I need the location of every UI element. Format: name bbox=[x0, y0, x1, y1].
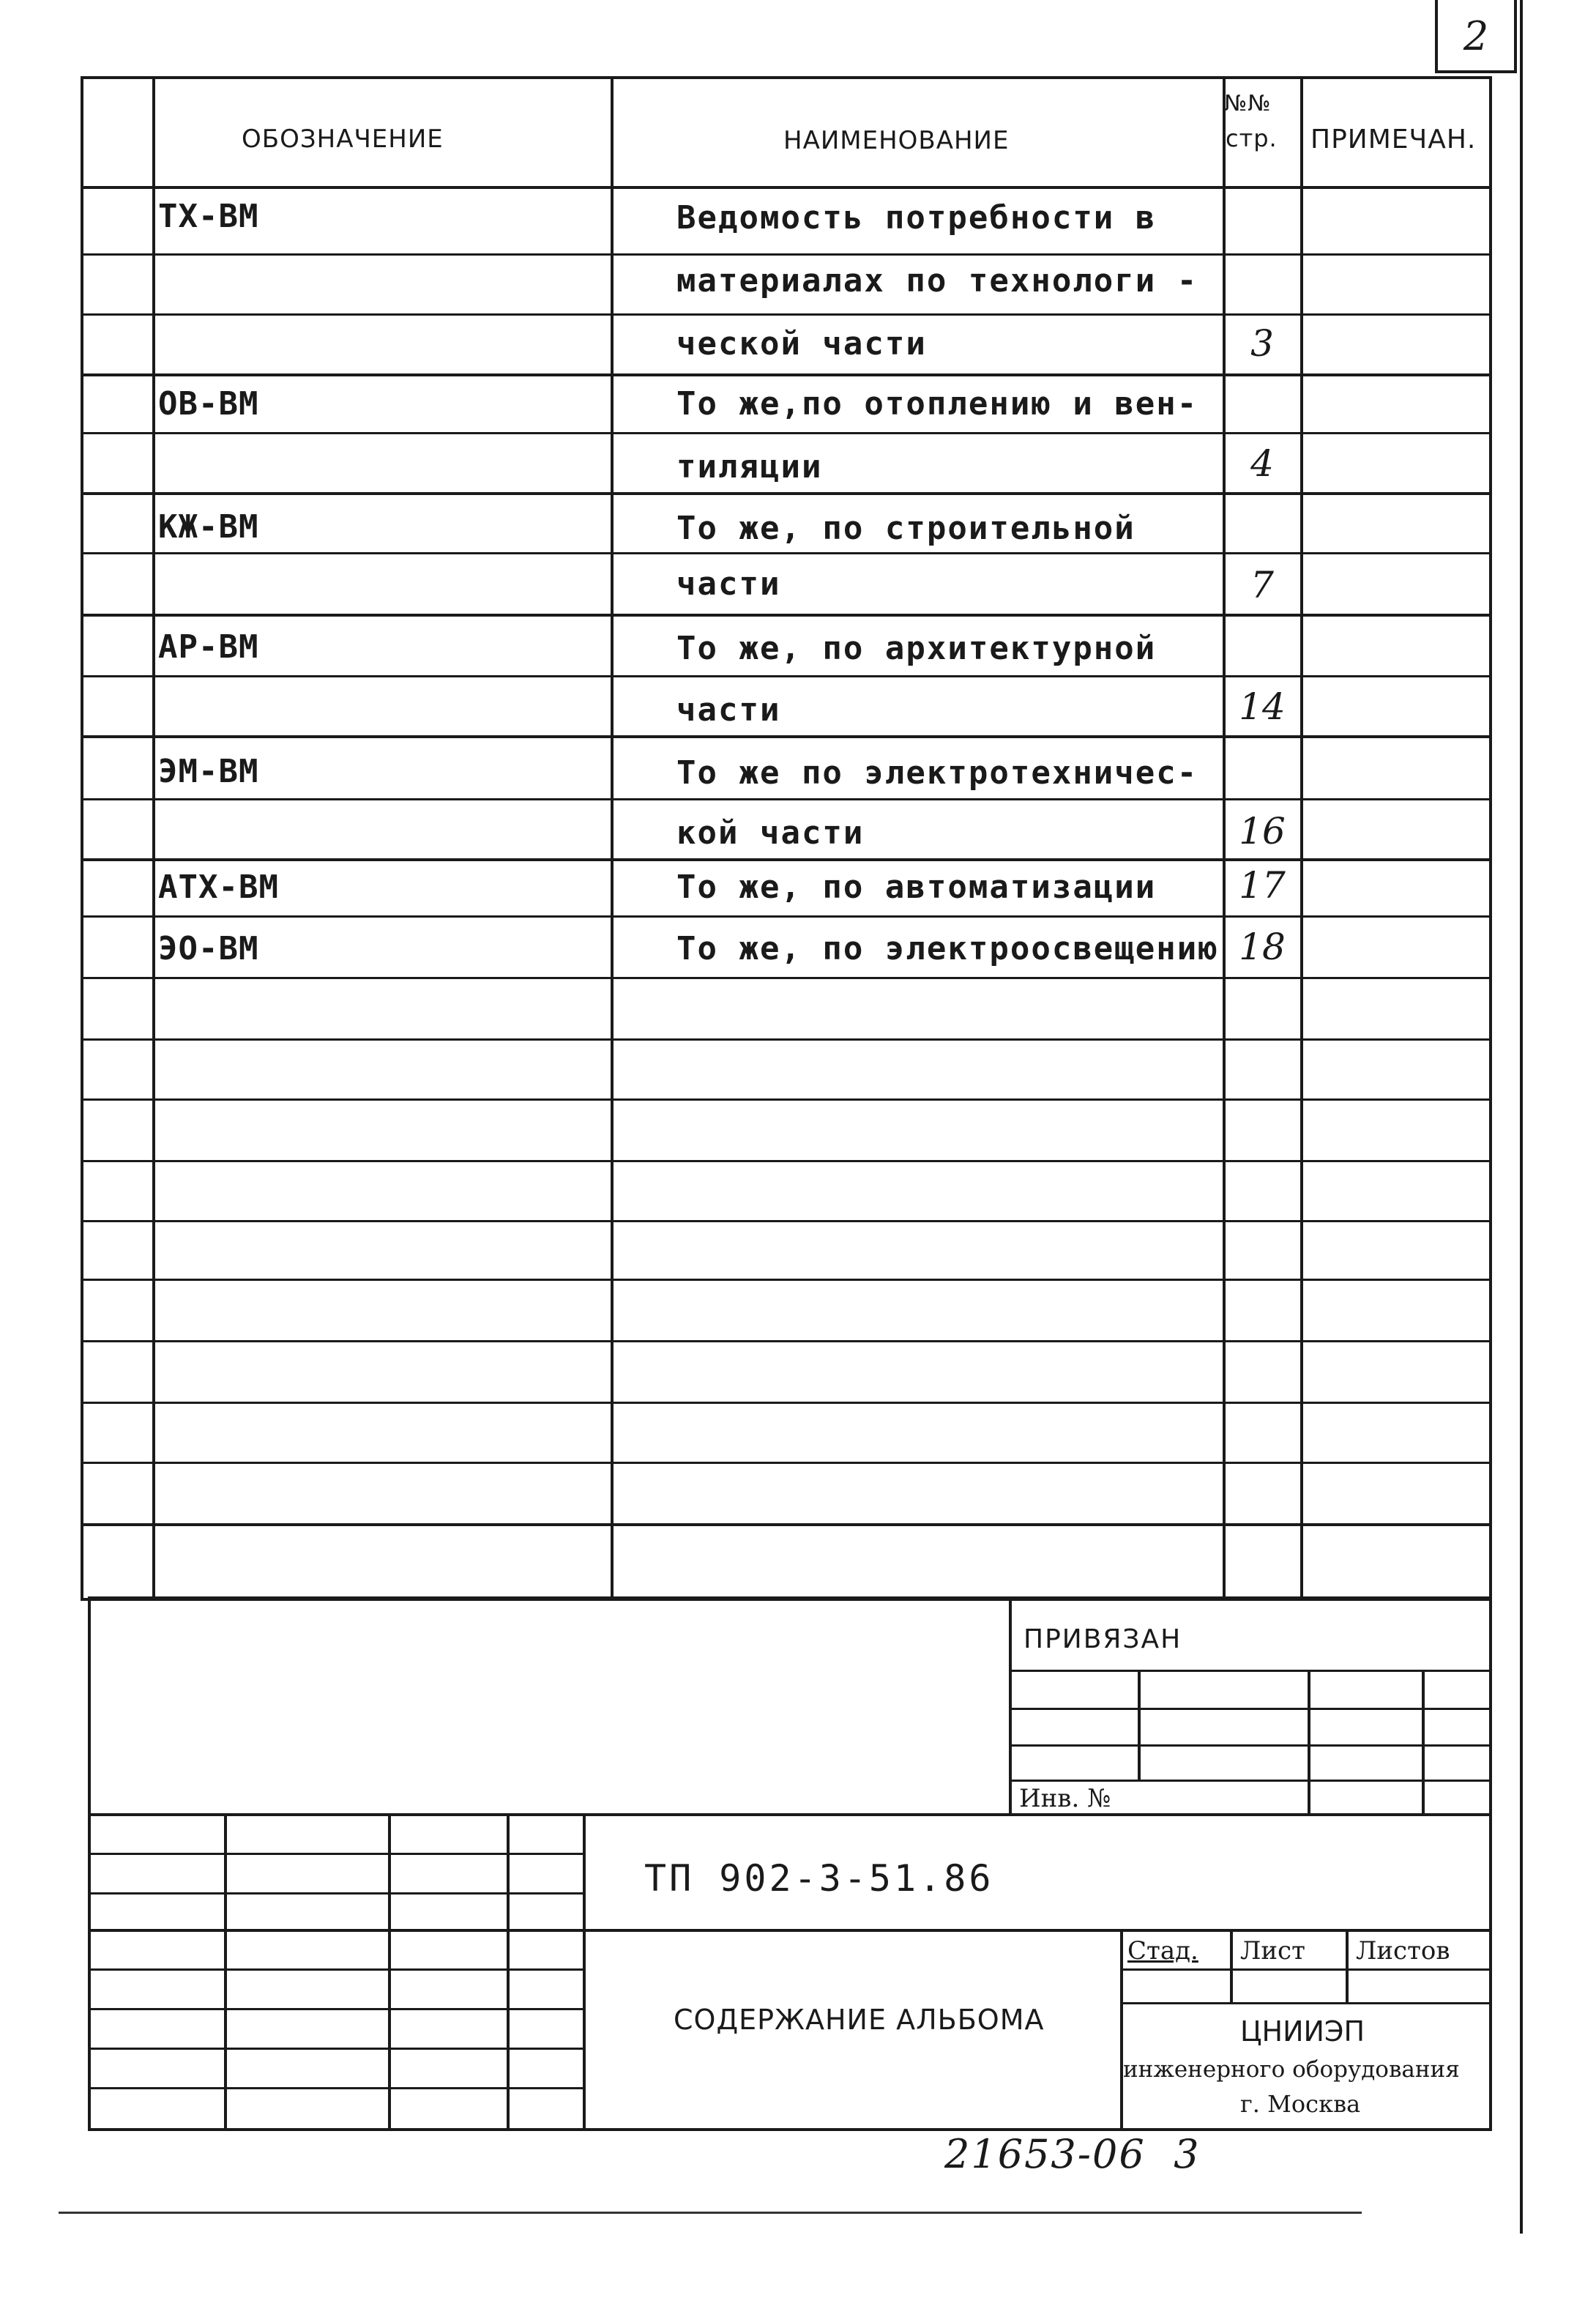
stamp-col bbox=[224, 1813, 227, 2131]
col-line-1 bbox=[152, 76, 155, 1601]
row-line bbox=[81, 1340, 1492, 1342]
stamp-col bbox=[1230, 1929, 1233, 2002]
stamp-col bbox=[388, 1813, 391, 2131]
stamp-col bbox=[507, 1813, 510, 2131]
row-name: То же по электротехничес- bbox=[676, 754, 1198, 792]
org-city: г. Москва bbox=[1240, 2090, 1361, 2118]
archive-number: 21653-06 3 bbox=[944, 2131, 1201, 2177]
header-divider bbox=[81, 186, 1492, 189]
album-title: СОДЕРЖАНИЕ АЛЬБОМА bbox=[674, 2004, 1045, 2036]
row-page: 17 bbox=[1239, 864, 1286, 907]
row-line bbox=[81, 1160, 1492, 1162]
row-page: 3 bbox=[1250, 322, 1274, 365]
privyazan-line bbox=[1009, 1708, 1492, 1710]
row-line bbox=[81, 1220, 1492, 1222]
row-line bbox=[81, 373, 1492, 376]
row-name: То же, по электроосвещению bbox=[676, 930, 1219, 967]
header-name: НАИМЕНОВАНИЕ bbox=[783, 126, 1010, 155]
row-line bbox=[81, 614, 1492, 617]
row-line bbox=[81, 432, 1492, 434]
row-page: 18 bbox=[1239, 926, 1286, 968]
header-note: ПРИМЕЧАН. bbox=[1310, 124, 1477, 155]
stamp-line bbox=[1120, 2002, 1492, 2004]
row-line bbox=[81, 1523, 1492, 1526]
row-code: АР-ВМ bbox=[158, 628, 259, 666]
row-line bbox=[81, 1402, 1492, 1404]
bottom-page-line bbox=[59, 2212, 1362, 2214]
row-name: То же, по архитектурной bbox=[676, 630, 1157, 667]
privyazan-left-line bbox=[1009, 1596, 1012, 1816]
row-page: 16 bbox=[1239, 810, 1286, 852]
privyazan-line bbox=[1009, 1780, 1492, 1782]
stamp-col bbox=[583, 1813, 586, 2131]
right-margin-line bbox=[1520, 0, 1523, 2234]
row-name: части bbox=[676, 565, 781, 603]
row-line bbox=[81, 552, 1492, 554]
inv-no-label: Инв. № bbox=[1019, 1784, 1111, 1813]
stamp-line bbox=[88, 1929, 1492, 1932]
sheet-label: Лист bbox=[1240, 1936, 1305, 1966]
row-line bbox=[81, 1462, 1492, 1464]
header-page-no-2: стр. bbox=[1226, 124, 1278, 152]
row-name: кой части bbox=[676, 814, 865, 852]
sheet-number: 2 bbox=[1463, 13, 1489, 59]
stage-label: Стад. bbox=[1127, 1936, 1198, 1966]
sheets-label: Листов bbox=[1356, 1936, 1450, 1966]
row-line bbox=[81, 1279, 1492, 1281]
row-name: части bbox=[676, 691, 781, 729]
row-name: материалах по технологи - bbox=[676, 262, 1198, 300]
row-code: АТХ-ВМ bbox=[158, 869, 279, 906]
col-line-2 bbox=[611, 76, 614, 1601]
header-designation: ОБОЗНАЧЕНИЕ bbox=[242, 124, 444, 154]
stamp-line bbox=[88, 1813, 1492, 1816]
row-name: ческой части bbox=[676, 325, 927, 362]
row-line bbox=[81, 977, 1492, 979]
document-code: ТП 902-3-51.86 bbox=[644, 1857, 994, 1900]
privyazan-line bbox=[1009, 1670, 1492, 1672]
row-name: То же, по строительной bbox=[676, 510, 1136, 547]
row-line bbox=[81, 675, 1492, 677]
stamp-col bbox=[1120, 1929, 1123, 2131]
row-line bbox=[81, 735, 1492, 738]
col-line-4 bbox=[1300, 76, 1303, 1601]
row-page: 7 bbox=[1250, 564, 1274, 606]
row-name: То же, по автоматизации bbox=[676, 869, 1157, 906]
row-line bbox=[81, 492, 1492, 495]
row-line bbox=[81, 253, 1492, 256]
row-name: То же,по отоплению и вен- bbox=[676, 385, 1198, 423]
sheet-number-box bbox=[1435, 0, 1517, 73]
row-code: ОВ-ВМ bbox=[158, 385, 259, 423]
row-line bbox=[81, 915, 1492, 918]
stamp-line bbox=[1120, 1968, 1492, 1971]
row-name: тиляции bbox=[676, 448, 823, 486]
row-code: ТХ-ВМ bbox=[158, 198, 259, 235]
org-name: ЦНИИЭП bbox=[1240, 2015, 1365, 2048]
row-code: КЖ-ВМ bbox=[158, 508, 259, 546]
row-line bbox=[81, 798, 1492, 800]
row-page: 4 bbox=[1250, 442, 1274, 485]
privyazan-col bbox=[1422, 1670, 1425, 1816]
privyazan-label: ПРИВЯЗАН bbox=[1023, 1624, 1182, 1654]
row-line bbox=[81, 858, 1492, 861]
row-code: ЭМ-ВМ bbox=[158, 753, 259, 790]
privyazan-col bbox=[1308, 1670, 1310, 1816]
org-line2: инженерного оборудования bbox=[1123, 2056, 1460, 2083]
row-page: 14 bbox=[1239, 685, 1286, 728]
row-code: ЭО-ВМ bbox=[158, 930, 259, 967]
stamp-col bbox=[1346, 1929, 1349, 2002]
row-line bbox=[81, 313, 1492, 316]
privyazan-line bbox=[1009, 1744, 1492, 1747]
row-line bbox=[81, 1038, 1492, 1041]
row-line bbox=[81, 1098, 1492, 1101]
row-name: Ведомость потребности в bbox=[676, 199, 1157, 237]
privyazan-col bbox=[1138, 1670, 1141, 1781]
header-page-no-1: №№ bbox=[1224, 91, 1272, 116]
